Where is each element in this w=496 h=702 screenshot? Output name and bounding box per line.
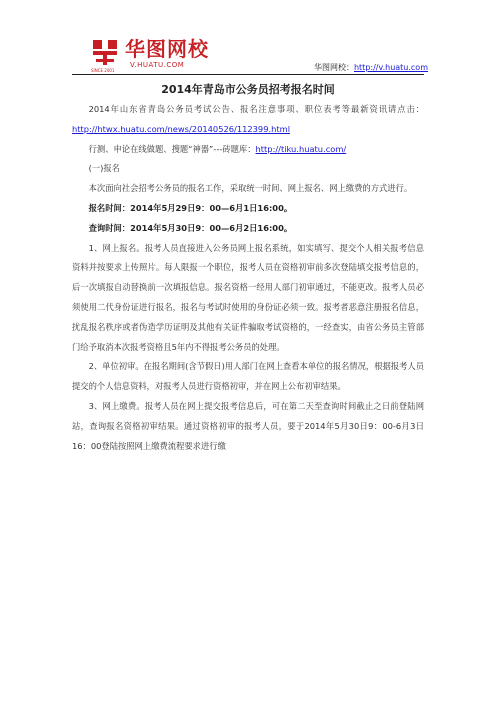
intro-link[interactable]: http://htwx.huatu.com/news/20140526/112399.html: [72, 123, 291, 134]
logo-text: 华图网校: [125, 37, 209, 61]
tiku-link[interactable]: http://tiku.huatu.com/: [255, 143, 347, 154]
query-time: 查询时间：2014年5月30日9：00—6月2日16:00。: [88, 222, 293, 233]
method-paragraph: 本次面向社会招考公务员的报名工作，采取统一时间、网上报名、网上缴费的方式进行。: [88, 183, 413, 194]
logo-since: SINCE 2001: [91, 68, 115, 73]
logo-subtitle: V.HUATU.COM: [130, 61, 185, 69]
article-body: [72, 100, 424, 456]
header-divider: [72, 74, 424, 75]
site-url-link[interactable]: http://v.huatu.com: [353, 63, 428, 72]
site-header: [72, 30, 432, 75]
site-label: 华图网校：: [313, 63, 354, 72]
intro-paragraph: [72, 100, 424, 140]
page-title: 2014年青岛市公务员招考报名时间: [161, 83, 335, 96]
tiku-paragraph: [72, 140, 424, 160]
paragraph-initial-review: 2、单位初审。在报名期间(含节假日)用人部门在网上查看本单位的报名情况，根据报考人员提交的个人信息资料，对报考人员进行资格初审，并在网上公布初审结果。: [72, 361, 424, 392]
section-heading: (一)报名: [88, 163, 120, 174]
intro-text: 2014年山东省青岛公务员考试公告、报名注意事项、职位表考等最新资讯请点击：: [88, 104, 424, 114]
huatu-logo-icon: [90, 37, 120, 67]
tiku-text: 行测、申论在线做题、搜题“神器”---砖题库：: [88, 143, 256, 154]
paragraph-online-payment: 3、网上缴费。报考人员在网上提交报考信息后，可在第二天至查询时间截止之日前登陆网站，查询报名资格初审结果。通过资格初审的报考人员，要于2014年5月30日9：00-6月3日16：00登陆按照网上缴费流程要求进行缴: [72, 400, 424, 451]
signup-time: 报名时间：2014年5月29日9：00—6月1日16:00。: [88, 202, 293, 213]
site-link-area: [314, 62, 428, 73]
paragraph-online-signup: 1、网上报名。报考人员直接进入公务员网上报名系统，如实填写、提交个人相关报考信息资料并按要求上传照片。每人限报一个职位，报考人员在资格初审前多次登陆填交报考信息的，后一次填报自动替换前一次填报信息。报名资格一经用人部门初审通过，不能更改。报考人员必须使用二代身份证进行报名，报名与考试时使用的身份证必须一致。报考者恶意注册报名信息，扰乱报名秩序或者伪造学历证明及其他有关证件骗取考试资格的，一经查实，由省公务员主管部门给予取消本次报考资格且5年内不得报考公务员的处理。: [72, 242, 424, 352]
